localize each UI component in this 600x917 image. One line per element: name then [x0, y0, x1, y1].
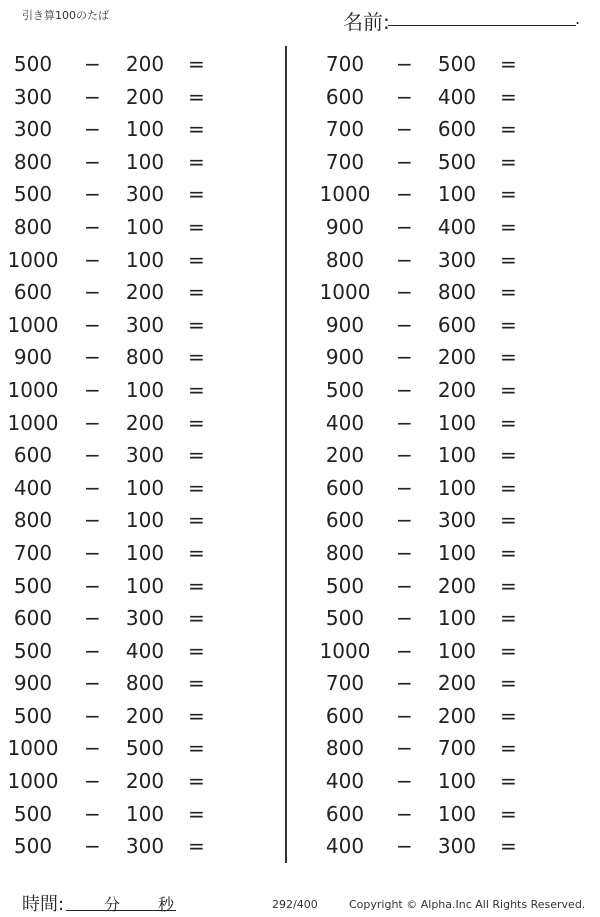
problem-row — [0, 829, 280, 862]
minus-sign: − — [84, 475, 101, 500]
equals-sign: = — [188, 801, 205, 826]
equals-sign: = — [500, 475, 517, 500]
minuend: 600 — [13, 606, 53, 631]
problem-row — [0, 47, 280, 80]
equals-sign: = — [188, 117, 205, 142]
problem-row — [312, 569, 592, 602]
subtrahend: 500 — [437, 149, 477, 174]
subtrahend: 400 — [437, 214, 477, 239]
minus-sign: − — [396, 410, 413, 435]
minus-sign: − — [396, 508, 413, 533]
minuend: 1000 — [7, 769, 59, 794]
minus-sign: − — [396, 671, 413, 696]
problem-row — [0, 764, 280, 797]
minus-sign: − — [84, 671, 101, 696]
equals-sign: = — [188, 410, 205, 435]
minus-sign: − — [84, 52, 101, 76]
name-field-dot: . — [575, 9, 581, 28]
minuend: 800 — [325, 736, 365, 761]
minus-sign: − — [396, 769, 413, 794]
equals-sign: = — [188, 606, 205, 631]
equals-sign: = — [500, 671, 517, 696]
problem-row — [0, 275, 280, 308]
problem-row — [0, 601, 280, 634]
subtrahend: 100 — [437, 182, 477, 207]
problem-row — [312, 80, 592, 113]
minuend: 800 — [325, 247, 365, 272]
subtrahend: 100 — [125, 475, 165, 500]
problem-row — [0, 503, 280, 536]
minuend: 400 — [13, 475, 53, 500]
minuend: 900 — [325, 214, 365, 239]
minuend: 500 — [13, 703, 53, 728]
minuend: 500 — [13, 182, 53, 207]
seconds-label: 秒 — [158, 895, 175, 914]
subtrahend: 500 — [125, 736, 165, 761]
problem-row — [0, 471, 280, 504]
problem-row — [312, 829, 592, 862]
equals-sign: = — [188, 573, 205, 598]
problem-row — [0, 373, 280, 406]
minuend: 1000 — [319, 638, 371, 663]
name-field-line[interactable] — [388, 25, 576, 26]
subtrahend: 300 — [125, 182, 165, 207]
problem-row — [312, 308, 592, 341]
equals-sign: = — [188, 703, 205, 728]
subtrahend: 600 — [437, 312, 477, 337]
problem-row — [0, 243, 280, 276]
minus-sign: − — [84, 377, 101, 402]
minus-sign: − — [396, 377, 413, 402]
subtrahend: 100 — [437, 443, 477, 468]
problem-row — [312, 601, 592, 634]
equals-sign: = — [188, 214, 205, 239]
minus-sign: − — [84, 508, 101, 533]
subtrahend: 200 — [437, 671, 477, 696]
problem-row — [312, 634, 592, 667]
equals-sign: = — [188, 638, 205, 663]
subtrahend: 200 — [125, 703, 165, 728]
subtrahend: 100 — [125, 573, 165, 598]
subtrahend: 100 — [437, 769, 477, 794]
minus-sign: − — [396, 117, 413, 142]
minus-sign: − — [84, 573, 101, 598]
subtrahend: 700 — [437, 736, 477, 761]
problem-row — [312, 503, 592, 536]
problem-row — [0, 112, 280, 145]
minus-sign: − — [84, 540, 101, 565]
equals-sign: = — [500, 247, 517, 272]
minuend: 600 — [13, 280, 53, 305]
subtrahend: 800 — [125, 345, 165, 370]
equals-sign: = — [188, 52, 205, 76]
subtrahend: 100 — [437, 638, 477, 663]
subtrahend: 200 — [125, 52, 165, 76]
equals-sign: = — [188, 345, 205, 370]
equals-sign: = — [500, 769, 517, 794]
equals-sign: = — [188, 377, 205, 402]
minus-sign: − — [84, 736, 101, 761]
minuend: 800 — [13, 508, 53, 533]
subtrahend: 100 — [125, 377, 165, 402]
problem-row — [312, 666, 592, 699]
subtrahend: 200 — [125, 280, 165, 305]
minuend: 500 — [325, 377, 365, 402]
subtrahend: 200 — [125, 769, 165, 794]
equals-sign: = — [188, 149, 205, 174]
problem-row — [312, 471, 592, 504]
minuend: 400 — [325, 834, 365, 859]
problem-row — [312, 340, 592, 373]
minus-sign: − — [84, 247, 101, 272]
minus-sign: − — [396, 638, 413, 663]
problem-row — [312, 373, 592, 406]
minus-sign: − — [84, 410, 101, 435]
problem-row — [312, 764, 592, 797]
minus-sign: − — [396, 443, 413, 468]
subtrahend: 400 — [125, 638, 165, 663]
minuend: 600 — [325, 84, 365, 109]
problem-row — [0, 340, 280, 373]
problem-row — [312, 406, 592, 439]
minus-sign: − — [84, 834, 101, 859]
equals-sign: = — [500, 540, 517, 565]
problem-row — [0, 797, 280, 830]
subtrahend: 100 — [437, 540, 477, 565]
problem-row — [0, 308, 280, 341]
minus-sign: − — [396, 606, 413, 631]
minuend: 500 — [13, 638, 53, 663]
equals-sign: = — [500, 214, 517, 239]
minus-sign: − — [396, 475, 413, 500]
subtrahend: 100 — [125, 801, 165, 826]
problem-row — [0, 438, 280, 471]
subtrahend: 200 — [437, 377, 477, 402]
minus-sign: − — [84, 312, 101, 337]
subtrahend: 600 — [437, 117, 477, 142]
minus-sign: − — [396, 573, 413, 598]
minus-sign: − — [396, 345, 413, 370]
subtrahend: 100 — [125, 117, 165, 142]
problem-row — [0, 177, 280, 210]
equals-sign: = — [500, 834, 517, 859]
minuend: 800 — [13, 149, 53, 174]
minuend: 300 — [13, 84, 53, 109]
problem-row — [312, 731, 592, 764]
minus-sign: − — [396, 52, 413, 76]
minus-sign: − — [396, 182, 413, 207]
equals-sign: = — [188, 182, 205, 207]
problem-row — [0, 634, 280, 667]
minus-sign: − — [84, 801, 101, 826]
problem-row — [0, 536, 280, 569]
minus-sign: − — [396, 214, 413, 239]
minuend: 500 — [325, 606, 365, 631]
minuend: 800 — [13, 214, 53, 239]
problem-row — [0, 699, 280, 732]
equals-sign: = — [500, 703, 517, 728]
minuend: 400 — [325, 769, 365, 794]
minuend: 600 — [325, 508, 365, 533]
equals-sign: = — [188, 84, 205, 109]
equals-sign: = — [500, 345, 517, 370]
problem-row — [312, 699, 592, 732]
problem-row — [312, 275, 592, 308]
equals-sign: = — [500, 182, 517, 207]
minus-sign: − — [84, 443, 101, 468]
equals-sign: = — [188, 834, 205, 859]
minus-sign: − — [396, 280, 413, 305]
problem-row — [0, 80, 280, 113]
equals-sign: = — [188, 247, 205, 272]
problem-row — [312, 210, 592, 243]
equals-sign: = — [500, 84, 517, 109]
equals-sign: = — [500, 638, 517, 663]
time-label: 時間: — [22, 894, 65, 915]
subtrahend: 800 — [125, 671, 165, 696]
subtrahend: 500 — [437, 52, 477, 76]
problem-row — [312, 536, 592, 569]
problem-row — [312, 47, 592, 80]
minuend: 900 — [325, 345, 365, 370]
minuend: 900 — [325, 312, 365, 337]
minuend: 1000 — [7, 312, 59, 337]
name-label: 名前: — [343, 10, 390, 34]
equals-sign: = — [500, 508, 517, 533]
copyright-text: Copyright © Alpha.Inc All Rights Reserved. — [349, 898, 586, 911]
subtrahend: 100 — [125, 508, 165, 533]
minuend: 700 — [325, 671, 365, 696]
equals-sign: = — [188, 443, 205, 468]
subtrahend: 300 — [437, 247, 477, 272]
subtrahend: 100 — [125, 540, 165, 565]
subtrahend: 100 — [125, 149, 165, 174]
minus-sign: − — [84, 769, 101, 794]
subtrahend: 300 — [437, 508, 477, 533]
problem-row — [0, 145, 280, 178]
minuend: 600 — [325, 801, 365, 826]
minuend: 1000 — [7, 247, 59, 272]
page-number: 292/400 — [272, 898, 318, 911]
equals-sign: = — [500, 149, 517, 174]
equals-sign: = — [500, 736, 517, 761]
problem-column-left — [0, 47, 280, 862]
minus-sign: − — [396, 834, 413, 859]
problem-row — [0, 569, 280, 602]
subtrahend: 300 — [125, 443, 165, 468]
problem-column-right — [312, 47, 592, 862]
subtrahend: 100 — [437, 410, 477, 435]
minuend: 700 — [325, 117, 365, 142]
minuend: 400 — [325, 410, 365, 435]
subtrahend: 300 — [125, 606, 165, 631]
subtrahend: 200 — [125, 410, 165, 435]
subtrahend: 100 — [437, 606, 477, 631]
equals-sign: = — [500, 573, 517, 598]
equals-sign: = — [188, 508, 205, 533]
equals-sign: = — [188, 475, 205, 500]
minus-sign: − — [84, 703, 101, 728]
equals-sign: = — [500, 443, 517, 468]
subtrahend: 100 — [125, 214, 165, 239]
minus-sign: − — [84, 638, 101, 663]
problem-row — [312, 797, 592, 830]
minus-sign: − — [396, 247, 413, 272]
minuend: 600 — [325, 703, 365, 728]
minus-sign: − — [84, 214, 101, 239]
subtrahend: 200 — [437, 345, 477, 370]
minus-sign: − — [84, 606, 101, 631]
equals-sign: = — [500, 606, 517, 631]
equals-sign: = — [188, 736, 205, 761]
minuend: 1000 — [319, 280, 371, 305]
subtrahend: 400 — [437, 84, 477, 109]
minus-sign: − — [84, 345, 101, 370]
minuend: 800 — [325, 540, 365, 565]
minus-sign: − — [84, 149, 101, 174]
subtrahend: 300 — [125, 312, 165, 337]
equals-sign: = — [188, 312, 205, 337]
minuend: 700 — [325, 149, 365, 174]
minuend: 500 — [325, 573, 365, 598]
minutes-label: 分 — [104, 895, 121, 914]
problem-row — [312, 243, 592, 276]
minuend: 500 — [13, 801, 53, 826]
subtrahend: 100 — [437, 475, 477, 500]
minus-sign: − — [396, 149, 413, 174]
minus-sign: − — [396, 801, 413, 826]
minus-sign: − — [84, 84, 101, 109]
subtrahend: 200 — [437, 573, 477, 598]
minus-sign: − — [396, 540, 413, 565]
problem-row — [0, 406, 280, 439]
equals-sign: = — [188, 671, 205, 696]
equals-sign: = — [500, 801, 517, 826]
minuend: 900 — [13, 345, 53, 370]
minuend: 500 — [13, 52, 53, 76]
subtrahend: 100 — [125, 247, 165, 272]
minuend: 1000 — [7, 377, 59, 402]
subtrahend: 200 — [125, 84, 165, 109]
minuend: 300 — [13, 117, 53, 142]
minuend: 700 — [13, 540, 53, 565]
worksheet-title: 引き算100のたば — [22, 9, 109, 22]
equals-sign: = — [500, 52, 517, 76]
problem-row — [312, 112, 592, 145]
problem-row — [312, 145, 592, 178]
column-divider — [285, 46, 287, 863]
equals-sign: = — [500, 117, 517, 142]
minus-sign: − — [84, 182, 101, 207]
equals-sign: = — [500, 280, 517, 305]
equals-sign: = — [188, 540, 205, 565]
minuend: 500 — [13, 573, 53, 598]
minuend: 1000 — [7, 410, 59, 435]
problem-row — [0, 731, 280, 764]
minus-sign: − — [84, 117, 101, 142]
minuend: 1000 — [7, 736, 59, 761]
minuend: 600 — [13, 443, 53, 468]
subtrahend: 200 — [437, 703, 477, 728]
subtrahend: 300 — [437, 834, 477, 859]
minus-sign: − — [396, 703, 413, 728]
minus-sign: − — [396, 312, 413, 337]
minuend: 900 — [13, 671, 53, 696]
subtrahend: 800 — [437, 280, 477, 305]
subtrahend: 100 — [437, 801, 477, 826]
equals-sign: = — [500, 312, 517, 337]
minuend: 600 — [325, 475, 365, 500]
subtrahend: 300 — [125, 834, 165, 859]
equals-sign: = — [500, 377, 517, 402]
problem-row — [0, 666, 280, 699]
equals-sign: = — [500, 410, 517, 435]
minuend: 700 — [325, 52, 365, 76]
minuend: 500 — [13, 834, 53, 859]
minus-sign: − — [396, 736, 413, 761]
problem-row — [312, 438, 592, 471]
problem-row — [0, 210, 280, 243]
minus-sign: − — [84, 280, 101, 305]
minuend: 200 — [325, 443, 365, 468]
equals-sign: = — [188, 769, 205, 794]
problem-row — [312, 177, 592, 210]
minus-sign: − — [396, 84, 413, 109]
equals-sign: = — [188, 280, 205, 305]
minuend: 1000 — [319, 182, 371, 207]
